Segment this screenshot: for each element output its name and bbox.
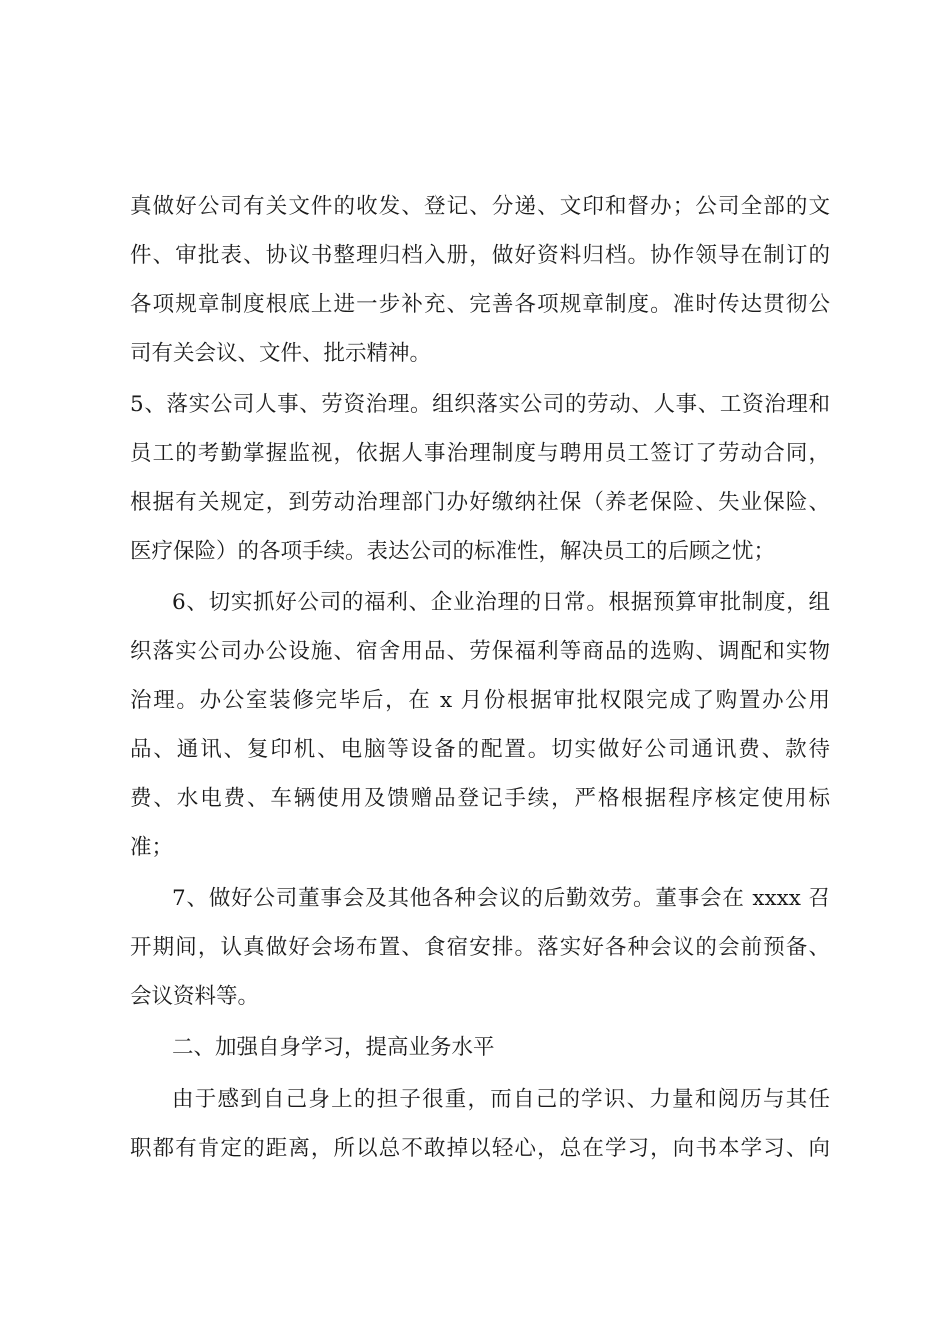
paragraph-line: 品、通讯、复印机、电脑等设备的配置。切实做好公司通讯费、款待 xyxy=(130,737,830,762)
paragraph-line: 7、做好公司董事会及其他各种会议的后勤效劳。董事会在 xxxx 召 xyxy=(172,886,830,911)
paragraph-line: 开期间，认真做好会场布置、食宿安排。落实好各种会议的会前预备、 xyxy=(130,935,830,960)
paragraph-line: 职都有肯定的距离，所以总不敢掉以轻心，总在学习，向书本学习、向 xyxy=(130,1136,830,1161)
paragraph-line: 各项规章制度根底上进一步补充、完善各项规章制度。准时传达贯彻公 xyxy=(130,292,830,317)
paragraph-line: 司有关会议、文件、批示精神。 xyxy=(130,341,432,366)
paragraph-line: 真做好公司有关文件的收发、登记、分递、文印和督办；公司全部的文 xyxy=(130,194,830,219)
paragraph-line: 5、落实公司人事、劳资治理。组织落实公司的劳动、人事、工资治理和 xyxy=(130,392,830,417)
paragraph-line: 医疗保险）的各项手续。表达公司的标准性，解决员工的后顾之忧； xyxy=(130,539,776,564)
paragraph-line: 员工的考勤掌握监视，依据人事治理制度与聘用员工签订了劳动合同， xyxy=(130,441,830,466)
paragraph-line: 费、水电费、车辆使用及馈赠品登记手续，严格根据程序核定使用标 xyxy=(130,786,830,811)
paragraph-line: 治理。办公室装修完毕后，在 x 月份根据审批权限完成了购置办公用 xyxy=(130,688,830,713)
paragraph-line: 会议资料等。 xyxy=(130,984,260,1009)
paragraph-line: 由于感到自己身上的担子很重，而自己的学识、力量和阅历与其任 xyxy=(172,1087,830,1112)
section-heading: 二、加强自身学习，提高业务水平 xyxy=(172,1035,495,1060)
paragraph-line: 根据有关规定，到劳动治理部门办好缴纳社保（养老保险、失业保险、 xyxy=(130,490,830,515)
paragraph-line: 6、切实抓好公司的福利、企业治理的日常。根据预算审批制度，组 xyxy=(172,590,830,615)
paragraph-line: 准； xyxy=(130,835,174,860)
paragraph-line: 件、审批表、协议书整理归档入册，做好资料归档。协作领导在制订的 xyxy=(130,243,830,268)
paragraph-line: 织落实公司办公设施、宿舍用品、劳保福利等商品的选购、调配和实物 xyxy=(130,639,830,664)
